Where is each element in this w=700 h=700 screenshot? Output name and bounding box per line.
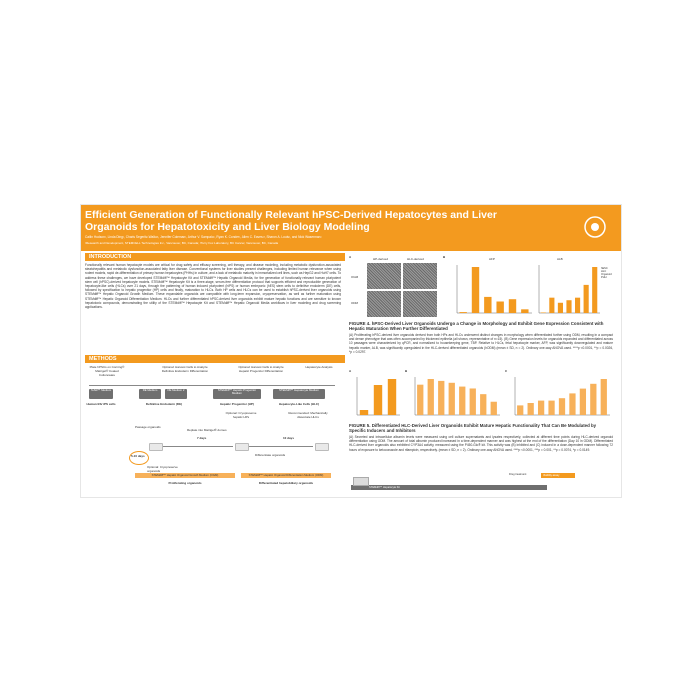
methods-heading: METHODS — [85, 355, 345, 363]
well-icon — [149, 443, 163, 451]
bar-HP-ODM — [496, 302, 503, 314]
afp-bar-chart — [453, 263, 533, 317]
legend-item: HLC — [601, 270, 607, 273]
note-passage: Passage organoids — [135, 425, 161, 429]
timeline-drug: Drug treatment — [509, 473, 527, 476]
fig5-panel-c-label: C — [505, 369, 508, 373]
step-hp-medium: STEMdiff™ Hepatic Progenitor Medium — [213, 389, 261, 399]
figure5 — [349, 369, 617, 495]
well-icon — [315, 443, 329, 451]
bar-8 — [491, 402, 497, 415]
timeline-hep-kit-bar — [351, 485, 547, 490]
odm-bar: STEMdiff™ Hepatic Organoid Differentiation Medium (ODM) — [241, 473, 331, 478]
methods-diagram — [85, 365, 341, 495]
bar-HP-OGM — [484, 297, 491, 313]
bar-HLC-OGM — [575, 298, 580, 313]
bar-3 — [538, 401, 544, 415]
bar-8 — [590, 384, 596, 415]
stage-hpsc: Human ES/ iPS cells — [86, 402, 116, 406]
bar-HLC — [549, 298, 554, 313]
fig4-legend — [601, 267, 617, 279]
bar-HLC-ODM — [584, 285, 589, 313]
bar-hESC — [541, 312, 546, 313]
bar-6 — [470, 388, 476, 415]
bar-2 — [528, 403, 534, 415]
note-differentiate: Differentiate organoids — [255, 453, 286, 457]
branch-dissociate-hlc: Recommended: Mechanically dissociate HLCs — [288, 411, 328, 419]
note-hp: Optional: Harvest Cells to Analyze Hepatic Progenitor Differentiation — [238, 365, 284, 373]
stage-hlc: Hepatocyte-Like Cells (HLC) — [278, 402, 320, 406]
timeline-viability-bar — [541, 473, 575, 478]
stemcell-logo — [575, 213, 615, 241]
timeline-viability: Viability assay — [543, 473, 560, 477]
bar-D10 — [388, 379, 396, 415]
introduction-heading: INTRODUCTION — [85, 253, 345, 261]
bar-D5 — [374, 385, 382, 415]
bar-2 — [428, 379, 434, 415]
bar-HP-OGM — [558, 303, 563, 313]
micrograph — [403, 291, 437, 317]
label-differentiated: Differentiated hepatobiliary organoids — [258, 481, 314, 485]
poster-authors: Cailin Hudson¹, Linda Ding¹, Charis Segeritz-Walko¹, Jennifer Coleman¹, Arthur V. Sampaio¹, Ryan K. Conder¹, Allen C. Eaves¹², Sharon A. Louis¹, and Nick Waserman¹ — [85, 235, 322, 239]
bar-D0 — [360, 410, 368, 415]
bar-4 — [548, 401, 554, 415]
duration-5-10-days: 5-10 days — [131, 454, 145, 458]
bar-HLC — [472, 267, 479, 313]
bar-HP-ODM — [566, 300, 571, 313]
bar-hESC — [459, 312, 466, 313]
organoid-arrow — [163, 446, 233, 447]
note-de: Optional: Harvest Cells to Analyze Definitive Endoderm Differentiation — [161, 365, 209, 373]
fig4-row-odm: ODM — [351, 301, 358, 305]
bar-HLC-OGM — [509, 299, 516, 313]
figure4-title: FIGURE 4. hPSC-Derived Liver Organoids Undergo a Change in Morphology and Exhibit Gene Expression Consistent with Hepatic Maturation When Further Differentiated — [349, 321, 604, 332]
legend-item: Organoid — [601, 273, 612, 276]
bar-5 — [459, 387, 465, 415]
bar-1 — [517, 405, 523, 415]
stage-de: Definitive Endoderm (DE) — [145, 402, 183, 406]
step-hepatocyte-medium: STEMdiff™ Hepatocyte Medium — [273, 389, 325, 399]
title-banner — [81, 205, 621, 251]
fig4-row-ogm: OGM — [351, 275, 359, 279]
step-tesr: TeSR™ Medium — [89, 389, 113, 399]
fig5-panel-a-label: A — [349, 369, 352, 373]
note-cryopreserve-organoids: Optional: Cryopreserve organoids — [147, 465, 178, 473]
step-de-medium: DE Medium — [139, 389, 161, 399]
well-icon — [235, 443, 249, 451]
fig5-panel-b-label: B — [405, 369, 408, 373]
micrograph — [367, 263, 401, 289]
fig4-afp-title: AFP — [489, 257, 495, 261]
bar-1 — [417, 385, 423, 415]
poster-affiliations: ¹Research and Development, STEMCELL Technologies Inc., Vancouver, BC, Canada; ²Terry Fox Laboratory, BC Cancer, Vancouver, BC, Canada — [85, 241, 279, 245]
fig4-col-hp: HP-derived — [373, 257, 389, 261]
fig5-timeline — [351, 473, 611, 493]
ketoconazole-bar-chart — [411, 375, 501, 419]
branch-cryopreserve-hp: Optional: Cryopreserve hepatic HPs — [225, 411, 257, 419]
poster-title: Efficient Generation of Functionally Relevant hPSC-Derived Hepatocytes and Liver Organoids for Hepatotoxicity and Liver Biology Modeling — [85, 209, 497, 233]
label-proliferating: Proliferating organoids — [168, 481, 202, 485]
bar-9 — [601, 379, 607, 415]
organoid-arrow — [249, 446, 313, 447]
figure4-caption: (A) Proliferating hPSC-derived liver organoids derived from both HPs and HLCs underwent distinct changes in morphology when differentiated further using ODM, resulting in a compact and dense phenotype that was often accompanied by thickened epithelia (all shown, representative of n=15). (B) Gene expression levels for organoids expanded and differentiated across 10 passages were characterized by qPCR, and normalized to housekeeping gene, TBP. Relative to HLCs, fetal hepatocyte marker, AFP, was significantly downregulated and mature hepatic marker, ALB, was significantly upregulated in the HLC-derived differentiated organoids (hODM) (mean ± SD, n = 2). Ordinary one-way ANOVA used. ****p <0.0001, **p = 0.0026, *p = 0.0297. — [349, 333, 613, 354]
poster — [80, 204, 622, 498]
figure4 — [349, 255, 617, 365]
micrograph — [403, 263, 437, 289]
note-plate: Plate hPSCs on Corning® Matrigel® Coated Cultureware — [89, 365, 125, 377]
duration-10-days: 10 days — [283, 436, 295, 440]
albumin-bar-chart — [353, 375, 401, 419]
rifampicin-bar-chart — [511, 375, 611, 419]
bar-7 — [480, 394, 486, 415]
bar-PHH — [592, 267, 597, 313]
bar-5 — [559, 398, 565, 415]
ogm-bar: STEMdiff™ Hepatic Organoid Growth Medium (OGM) — [135, 473, 235, 478]
stage-hp: Hepatic Progenitor (HP) — [220, 402, 254, 406]
fig4-panel-b-label: B — [443, 255, 446, 259]
timeline-line — [89, 385, 335, 386]
bar-HLC-ODM — [521, 309, 528, 313]
step-de-medium-2: DE Medium 2 — [165, 389, 187, 399]
fig4-alb-title: ALB — [557, 257, 563, 261]
legend-item: PHH — [601, 276, 607, 279]
well-plate-icon — [353, 477, 369, 486]
bar-6 — [569, 393, 575, 415]
figure5-caption: (A) Secreted and intracellular albumin levels were measured using cell culture supernatants and lysates respectively, collected at different time points during HLC-derived organoid differentiation using ODM. The amount of total albumin produced increased in a time-dependent manner and was highest at the end of the differentiation (Day 10 in ODM). Differentiated HLC-derived liver organoids also exhibited CYP3A4 activity, measured using the P450-Glo® kit. This activity was (B) inhibited and (C) induced in a dose-dependent manner following 72 hours of exposure to ketoconazole and rifampicin, respectively. (mean ± SD, n = 2). Ordinary one-way ANOVA used. ****p <0.0001, ***p = 0.001, **p = 0.0074, *p = 0.0149. — [349, 435, 613, 452]
figure5-title: FIGURE 5. Differentiated HLC-Derived Liver Organoids Exhibit Mature Hepatic Functionality That Can Be Modulated by Specific Inducers and Inhibitors — [349, 423, 597, 434]
bar-3 — [438, 381, 444, 415]
micrograph — [367, 291, 401, 317]
alb-bar-chart — [535, 263, 601, 317]
bar-7 — [580, 389, 586, 415]
note-replate: Replate into Matrigel® domes — [187, 428, 227, 432]
fig4-col-hlc: HLC-derived — [407, 257, 424, 261]
legend-item: hESC — [601, 267, 608, 270]
timeline-hep-kit: STEMdiff™ Hepatocyte Kit — [369, 485, 400, 489]
duration-7-days: 7 days — [197, 436, 207, 440]
note-hepatocyte: Hepatocyte Analysis — [305, 365, 333, 369]
chart-axis — [457, 265, 532, 313]
introduction-text: Functionally relevant human hepatocyte models are critical for drug safety and efficacy screening, cell therapy, and disease modeling, including metabolic dysfunction-associated steatohepatitis and metabolic dysfunction-associated fatty liver disease. Conventional systems for liver studies present challenges, including limited human relevance when using rodent models, rapid de-differentiation of primary human hepatocytes (PHHs) in culture, and a lack of metabolic maturity in immortalized cell lines, such as HepG2 and HuH7 cells. To address these challenges, we have developed STEMdiff™ Hepatocyte Kit and STEMdiff™ Hepatic Organoid Media, for the generation of functionally relevant human pluripotent stem cell (hPSC)-derived hepatocyte models. STEMdiff™ Hepatocyte Kit is a three-stage, serum-free differentiation protocol that supports efficient and reproducible generation of hepatocyte-like cells (HLCs) over 21 days, through the patterning of human induced pluripotent (hiPS) or human embryonic (hES) stem cells to definitive endoderm (DE) cells, followed by specification to hepatic progenitor (HP) cells and finally, maturation to HLCs. Both HP cells and HLCs can be used to establish hPSC-derived liver organoids using STEMdiff™ Hepatic Organoid Growth Medium. These expandable organoids are compatible with long-term expansion, cryopreservation, as well as further maturation using STEMdiff™ Hepatic Organoid Differentiation Medium. HLCs and further differentiated hPSC-derived liver organoids exhibit mature hepatic functions and are sensitive to known hepatotoxic compounds, demonstrating the utility of the STEMdiff™ Hepatocyte Kit and STEMdiff™ Hepatic Organoid Media workflows in liver modeling and drug screening applications. — [85, 263, 341, 310]
bar-4 — [449, 383, 455, 415]
fig4-panel-a-label: A — [349, 255, 352, 259]
